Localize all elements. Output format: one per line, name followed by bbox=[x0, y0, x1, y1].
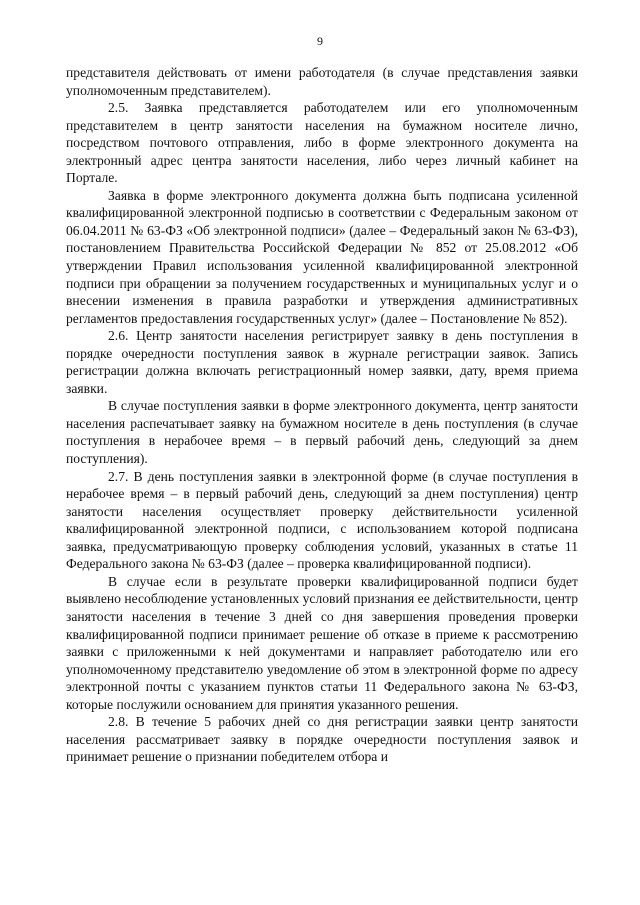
document-body bbox=[66, 64, 578, 766]
paragraph-2-5: 2.5. Заявка представляется работодателем или его уполномоченным представителем в центр занятости населения на бумажном носителе лично, посредством почтового отправления, либо в форме электронного документа на электронный адрес центра занятости населения, либо через личный кабинет на Портале. bbox=[66, 100, 578, 186]
paragraph-electronic-document: В случае поступления заявки в форме электронного документа, центр занятости населения распечатывает заявку на бумажном носителе в день поступления (в случае поступления в нерабочее время – в первый рабочий день, следующий за днем поступления). bbox=[66, 398, 578, 467]
paragraph-electronic-signature: Заявка в форме электронного документа должна быть подписана усиленной квалифицированной электронной подписью в соответствии с Федеральным законом от 06.04.2011 № 63-ФЗ «Об электронной подписи» (далее – Федеральный закон № 63-ФЗ), постановлением Правительства Российской Федерации № 852 от 25.08.2012 «Об утверждении Правил использования усиленной квалифицированной электронной подписи при обращении за получением государственных и муниципальных услуг и о внесении изменения в правила разработки и утверждения административных регламентов предоставления государственных услуг» (далее – Постановление № 852). bbox=[66, 187, 578, 326]
paragraph-2-6: 2.6. Центр занятости населения регистрирует заявку в день поступления в порядке очередности поступления заявок в журнале регистрации заявок. Запись регистрации должна включать регистрационный номер заявки, дату, время приема заявки. bbox=[66, 328, 578, 396]
page-number: 9 bbox=[317, 34, 323, 48]
paragraph-continuation: представителя действовать от имени работодателя (в случае представления заявки уполномоченным представителем). bbox=[66, 65, 578, 98]
paragraph-2-7: 2.7. В день поступления заявки в электронной форме (в случае поступления в нерабочее время – в первый рабочий день, следующий за днем поступления) центр занятости населения осуществляет проверку действительности усиленной квалифицированной электронной подписи, с использованием которой подписана заявка, предусматривающую проверку соблюдения условий, указанных в статье 11 Федерального закона № 63-ФЗ (далее – проверка квалифицированной подписи). bbox=[66, 468, 578, 572]
paragraph-signature-check-failure: В случае если в результате проверки квалифицированной подписи будет выявлено несоблюдение установленных условий признания ее действительности, центр занятости населения в течение 3 дней со дня завершения проведения проверки квалифицированной подписи принимает решение об отказе в приеме к рассмотрению заявки с приложенными к ней документами и направляет работодателю или его уполномоченному представителю уведомление об этом в электронной форме по адресу электронной почты с указанием пунктов статьи 11 Федерального закона № 63-ФЗ, которые послужили основанием для принятия указанного решения. bbox=[66, 573, 578, 712]
paragraph-2-8: 2.8. В течение 5 рабочих дней со дня регистрации заявки центр занятости населения рассматривает заявку в порядке очередности поступления заявок и принимает решение о признании победителем отбора и bbox=[66, 714, 578, 765]
